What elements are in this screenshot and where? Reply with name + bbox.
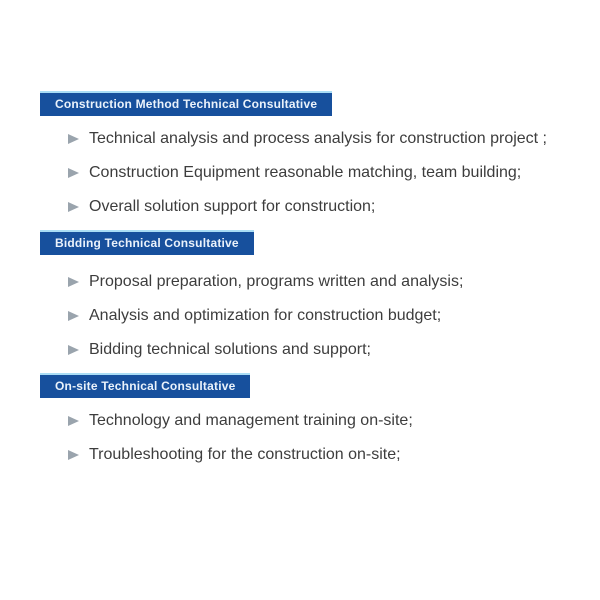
- list-item: [68, 444, 600, 465]
- bullet-text: Construction Equipment reasonable matching, team building;: [89, 164, 522, 181]
- bullet-list: [0, 410, 600, 465]
- list-item: [68, 339, 600, 360]
- section-header-construction-method: [40, 91, 332, 116]
- list-item: [68, 162, 600, 183]
- bullet-text: Technology and management training on-site;: [89, 412, 413, 429]
- list-item: [68, 305, 600, 326]
- right-arrowhead-icon: [68, 449, 79, 461]
- section-header-bidding: [40, 230, 254, 255]
- bullet-text: Analysis and optimization for construction budget;: [89, 307, 442, 324]
- section-title: On-site Technical Consultative: [55, 379, 236, 393]
- section-title: Construction Method Technical Consultative: [55, 97, 318, 111]
- right-arrowhead-icon: [68, 344, 79, 356]
- bullet-text: Overall solution support for construction;: [89, 198, 376, 215]
- list-item: [68, 410, 600, 431]
- bullet-text: Technical analysis and process analysis for construction project ;: [89, 130, 547, 147]
- right-arrowhead-icon: [68, 201, 79, 213]
- bullet-list: [0, 271, 600, 360]
- list-item: [68, 271, 600, 292]
- bullet-list: [0, 128, 600, 217]
- bullet-text: Troubleshooting for the construction on-site;: [89, 446, 401, 463]
- section-on-site: [0, 373, 600, 465]
- bullet-text: Proposal preparation, programs written and analysis;: [89, 273, 464, 290]
- right-arrowhead-icon: [68, 133, 79, 145]
- list-item: [68, 128, 600, 149]
- section-construction-method: [0, 91, 600, 217]
- bullet-text: Bidding technical solutions and support;: [89, 341, 371, 358]
- right-arrowhead-icon: [68, 167, 79, 179]
- right-arrowhead-icon: [68, 415, 79, 427]
- section-bidding: [0, 230, 600, 360]
- list-item: [68, 196, 600, 217]
- right-arrowhead-icon: [68, 310, 79, 322]
- right-arrowhead-icon: [68, 276, 79, 288]
- section-title: Bidding Technical Consultative: [55, 236, 239, 250]
- section-header-on-site: [40, 373, 250, 398]
